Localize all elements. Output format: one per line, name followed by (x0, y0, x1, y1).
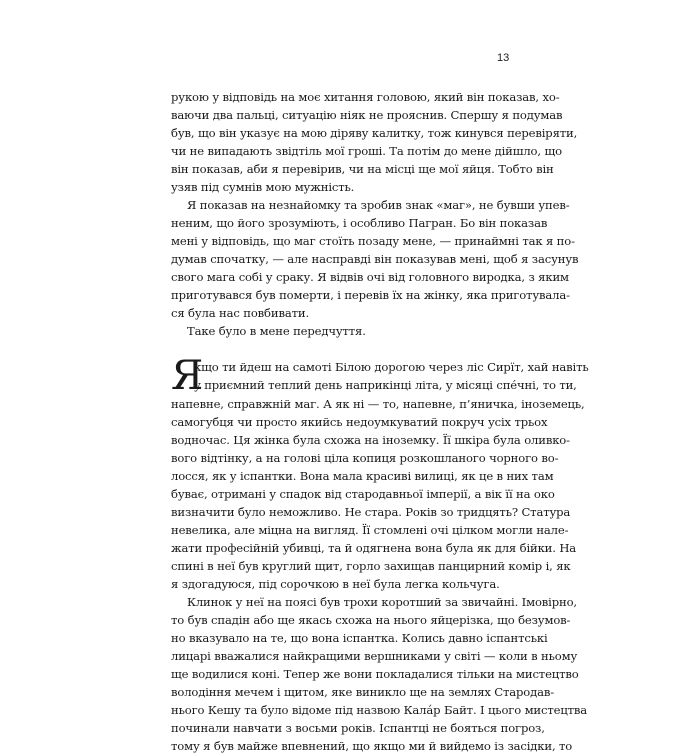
paragraph-4 (171, 353, 589, 593)
text-line: ся була нас повбивати. (171, 306, 309, 320)
text-line: Клинок у неї на поясі був трохи коротший за звичайні. Імовірно, (187, 595, 577, 609)
body-text (171, 88, 589, 755)
text-line: чи не випадають звідтіль мої гроші. Та потім до мене дійшло, що (171, 144, 562, 158)
text-line: спині в неї був круглий щит, горло захищав панцирний комір і, як (171, 559, 571, 573)
text-line: лицарі вважалися найкращими вершниками у світі — коли в ньому (171, 649, 578, 663)
text-line: рукою у відповідь на моє хитання головою, який він показав, хо- (171, 90, 560, 104)
text-line: узяв під сумнів мою мужність. (171, 180, 355, 194)
text-line: мені у відповідь, що маг стоїть позаду мене, — принаймні так я по- (171, 234, 575, 248)
text-line: нього Кешу та було відоме під назвою Калáр Байт. І цього мистецтва (171, 703, 588, 717)
text-line: самогубця чи просто якийсь недоумкуватий покруч усіх трьох (171, 415, 548, 429)
paragraph-1 (171, 88, 578, 196)
text-line: був, що він указує на мою діряву калитку, тож кинувся перевіряти, (171, 126, 578, 140)
text-line: тому я був майже впевнений, що якщо ми й вийдемо із засідки, то (171, 739, 573, 753)
paragraph-3 (171, 322, 513, 340)
text-line: у приємний теплий день наприкінці літа, у місяці спе́чні, то ти, (194, 378, 577, 392)
paragraph-2 (171, 196, 579, 322)
text-line: свого мага собі у сраку. Я відвів очі від головного виродка, з яким (171, 270, 569, 284)
text-line: невелика, але міцна на вигляд. Її стомлені очі цілком могли нале- (171, 523, 569, 537)
text-line: лосся, як у іспантки. Вона мала красиві вилиці, як це в них там (171, 469, 554, 483)
text-line: то був спадін або ще якась схожа на нього яйцерізка, що безумов- (171, 613, 571, 627)
text-line: володіння мечем і щитом, яке виникло ще на землях Стародав- (171, 685, 555, 699)
paragraph-5 (171, 593, 588, 755)
text-line: кщо ти йдеш на самоті Білою дорогою через ліс Сирїт, хай навіть (194, 360, 589, 374)
text-line: водночас. Ця жінка була схожа на іноземку. Її шкіра була оливко- (171, 433, 570, 447)
text-line: думав спочатку, — але насправді він показував мені, щоб я засунув (171, 252, 579, 266)
text-line: буває, отримані у спадок від стародавньої імперії, а вік її на око (171, 487, 555, 501)
text-line: він показав, аби я перевірив, чи на місці ще мої яйця. Тобто він (171, 162, 554, 176)
text-line: вого відтінку, а на голові ціла копиця розкошланого чорного во- (171, 451, 559, 465)
text-line: Я показав на незнайомку та зробив знак «маг», не бувши упев- (187, 198, 570, 212)
text-line: жати професійній убивці, та й одягнена вона була як для бійки. На (171, 541, 577, 555)
text-line: починали навчати з восьми років. Іспантці не бояться погроз, (171, 721, 545, 735)
text-line: ще водилися коні. Тепер же вони покладалися тільки на мистецтво (171, 667, 579, 681)
drop-cap: Я (171, 353, 204, 399)
text-line: Таке було в мене передчуття. (187, 324, 366, 338)
text-line: но вказувало на те, що вона іспантка. Колись давно іспантські (171, 631, 548, 645)
text-line: я здогадуюся, під сорочкою в неї була легка кольчуга. (171, 577, 500, 591)
text-line: приготувався був померти, і перевів їх на жінку, яка приготувала- (171, 288, 570, 302)
text-line: неним, що його зрозуміють, і особливо Пагран. Бо він показав (171, 216, 548, 230)
text-line: визначити було неможливо. Не стара. Років зо тридцять? Статура (171, 505, 571, 519)
section-break (171, 340, 513, 358)
text-line: ваючи два пальці, ситуацію ніяк не прояснив. Спершу я подумав (171, 108, 563, 122)
text-line: напевне, справжній маг. А як ні — то, напевне, п’яничка, іноземець, (171, 397, 585, 411)
page-number: 13 (497, 52, 510, 64)
